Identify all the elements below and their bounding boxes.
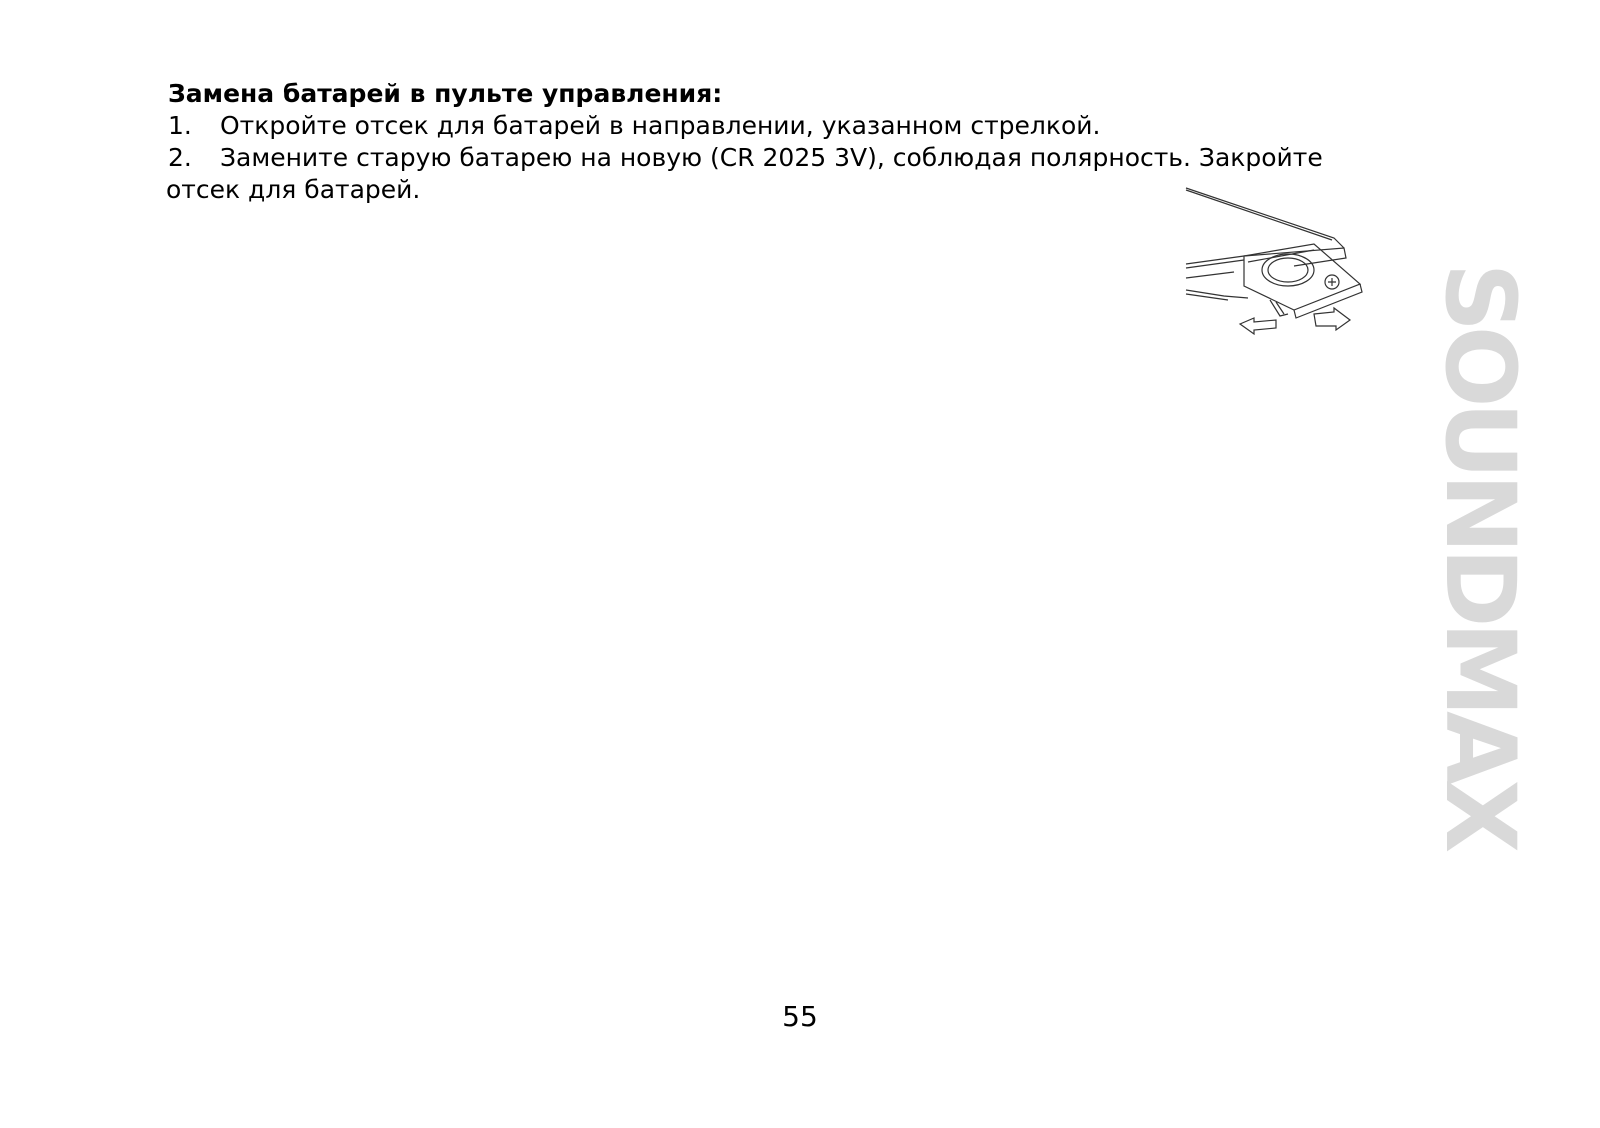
step-text: Замените старую батарею на новую (CR 2025 3V), соблюдая полярность. Закройте [220,143,1323,172]
step-text-continuation: отсек для батарей. [166,175,421,204]
brand-watermark [1424,50,1536,1060]
remote-battery-compartment-icon [1184,186,1372,346]
step-number: 2. [168,143,192,172]
list-item [168,110,1408,142]
page-number: 55 [782,1000,818,1033]
step-text: Откройте отсек для батарей в направлении, указанном стрелкой. [220,111,1101,140]
section-heading: Замена батарей в пульте управления: [168,79,723,108]
brand-logo-text: SOUNDMAX [1424,262,1536,848]
list-item [168,142,1408,174]
step-number: 1. [168,111,192,140]
